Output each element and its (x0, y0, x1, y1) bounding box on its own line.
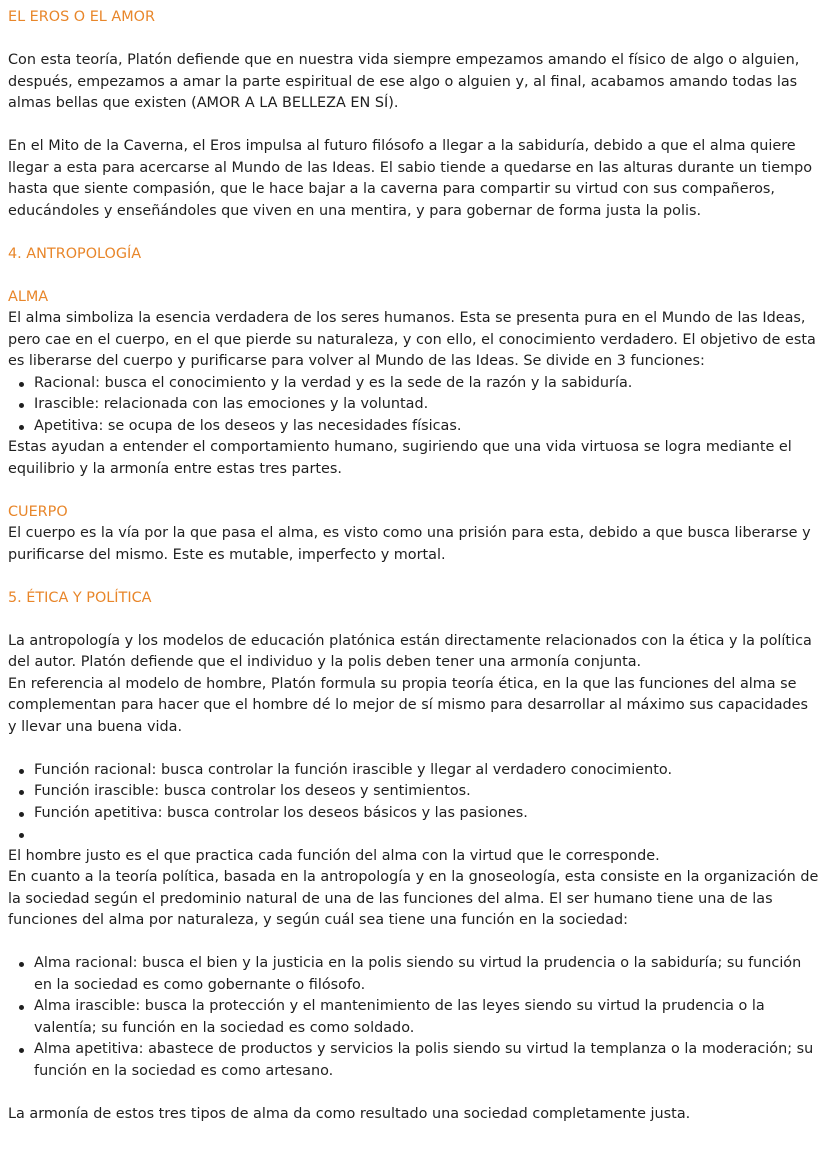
section-heading-antropologia: 4. ANTROPOLOGÍA (8, 245, 142, 262)
paragraph-alma-2: Estas ayudan a entender el comportamiento humano, sugiriendo que una vida virtuosa se logra mediante el equilibrio y la armonía entre estas tres partes. (8, 439, 792, 477)
paragraph-etica-4: En cuanto a la teoría política, basada en la antropología y en la gnoseología, esta consiste en la organización de la sociedad según el predominio natural de una de las funciones del alma. El ser humano tiene una de las funciones del alma por naturaleza, y según cuál sea tiene una función en la sociedad: (8, 869, 819, 928)
list-item-empty (34, 824, 820, 846)
list-item: Función apetitiva: busca controlar los deseos básicos y las pasiones. (34, 803, 820, 825)
paragraph-etica-1: La antropología y los modelos de educación platónica están directamente relacionados con la ética y la política del autor. Platón defiende que el individuo y la polis deben tener una armonía conjunta. (8, 632, 812, 670)
alma-functions-list (8, 373, 820, 438)
subheading-alma: ALMA (8, 288, 49, 305)
paragraph-eros-1: Con esta teoría, Platón defiende que en nuestra vida siempre empezamos amando el físico de algo o alguien, después, empezamos a amar la parte espiritual de ese algo o alguien y, al final, acabamos amando todas las almas bellas que existen (AMOR A LA BELLEZA EN SÍ). (8, 52, 800, 111)
paragraph-etica-5: La armonía de estos tres tipos de alma da como resultado una sociedad completamente justa. (8, 1105, 691, 1122)
tipos-alma-list (8, 953, 820, 1082)
list-item: Racional: busca el conocimiento y la verdad y es la sede de la razón y la sabiduría. (34, 373, 820, 395)
list-item: Función racional: busca controlar la función irascible y llegar al verdadero conocimiento. (34, 760, 820, 782)
funciones-list (8, 760, 820, 846)
list-item: Alma apetitiva: abastece de productos y servicios la polis siendo su virtud la templanza o la moderación; su función en la sociedad es como artesano. (34, 1039, 820, 1082)
list-item: Función irascible: busca controlar los deseos y sentimientos. (34, 781, 820, 803)
section-heading-etica: 5. ÉTICA Y POLÍTICA (8, 589, 152, 606)
paragraph-etica-2: En referencia al modelo de hombre, Platón formula su propia teoría ética, en la que las funciones del alma se complementan para hacer que el hombre dé lo mejor de sí mismo para desarrollar al máximo sus capacidades y llevar una buena vida. (8, 675, 808, 735)
subheading-cuerpo: CUERPO (8, 503, 68, 520)
section-heading-eros: EL EROS O EL AMOR (8, 9, 155, 25)
paragraph-etica-3: El hombre justo es el que practica cada función del alma con la virtud que le corresponde. (8, 847, 660, 864)
list-item: Apetitiva: se ocupa de los deseos y las necesidades físicas. (34, 416, 820, 438)
paragraph-cuerpo: El cuerpo es la vía por la que pasa el alma, es visto como una prisión para esta, debido a que busca liberarse y purificarse del mismo. Este es mutable, imperfecto y mortal. (8, 525, 811, 563)
list-item: Alma irascible: busca la protección y el mantenimiento de las leyes siendo su virtud la prudencia o la valentía; su función en la sociedad es como soldado. (34, 996, 820, 1039)
paragraph-eros-2: En el Mito de la Caverna, el Eros impulsa al futuro filósofo a llegar a la sabiduría, debido a que el alma quiere llegar a esta para acercarse al Mundo de las Ideas. El sabio tiende a quedarse en las alturas durante un tiempo hasta que siente compasión, que le hace bajar a la caverna para compartir su virtud con sus compañeros, educándoles y enseñándoles que viven en una mentira, y para gobernar de forma justa la polis. (8, 138, 813, 219)
paragraph-alma-1: El alma simboliza la esencia verdadera de los seres humanos. Esta se presenta pura en el Mundo de las Ideas, pero cae en el cuerpo, en el que pierde su naturaleza, y con ello, el conocimiento verdadero. El objetivo de esta es liberarse del cuerpo y purificarse para volver al Mundo de las Ideas. Se divide en 3 funciones: (8, 310, 816, 369)
list-item: Alma racional: busca el bien y la justicia en la polis siendo su virtud la prudencia o la sabiduría; su función en la sociedad es como gobernante o filósofo. (34, 953, 820, 996)
list-item: Irascible: relacionada con las emociones y la voluntad. (34, 394, 820, 416)
